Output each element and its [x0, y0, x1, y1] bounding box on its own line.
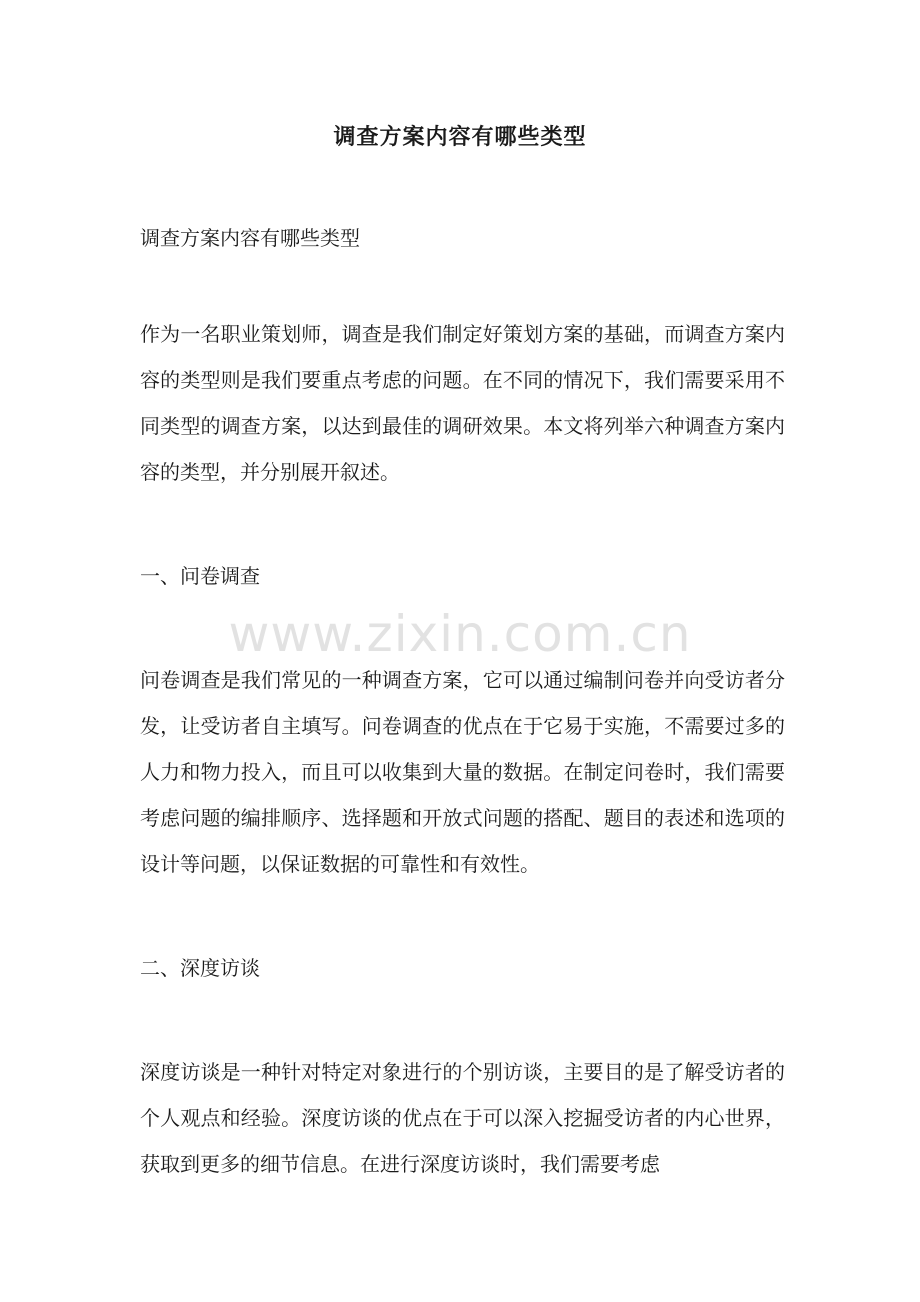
- document-subtitle: 调查方案内容有哪些类型: [140, 226, 360, 250]
- section-heading-depth-interview: 二、深度访谈: [140, 956, 260, 980]
- document-title: 调查方案内容有哪些类型: [333, 124, 587, 150]
- section-body-questionnaire: 问卷调查是我们常见的一种调查方案，它可以通过编制问卷并向受访者分发，让受访者自主填写。问卷调查的优点在于它易于实施，不需要过多的人力和物力投入，而且可以收集到大量的数据。在制定问卷时，我们需要考虑问题的编排顺序、选择题和开放式问题的搭配、题目的表述和选项的设计等问题，以保证数据的可靠性和有效性。: [140, 668, 785, 876]
- section-body-depth-interview: 深度访谈是一种针对特定对象进行的个别访谈，主要目的是了解受访者的个人观点和经验。深度访谈的优点在于可以深入挖掘受访者的内心世界，获取到更多的细节信息。在进行深度访谈时，我们需要考虑: [140, 1060, 785, 1176]
- section-heading-questionnaire: 一、问卷调查: [140, 564, 260, 588]
- intro-paragraph: 作为一名职业策划师，调查是我们制定好策划方案的基础，而调查方案内容的类型则是我们要重点考虑的问题。在不同的情况下，我们需要采用不同类型的调查方案，以达到最佳的调研效果。本文将列举六种调查方案内容的类型，并分别展开叙述。: [140, 322, 785, 484]
- document-body: [140, 215, 785, 1245]
- watermark: www.zixin.com.cn: [228, 605, 692, 663]
